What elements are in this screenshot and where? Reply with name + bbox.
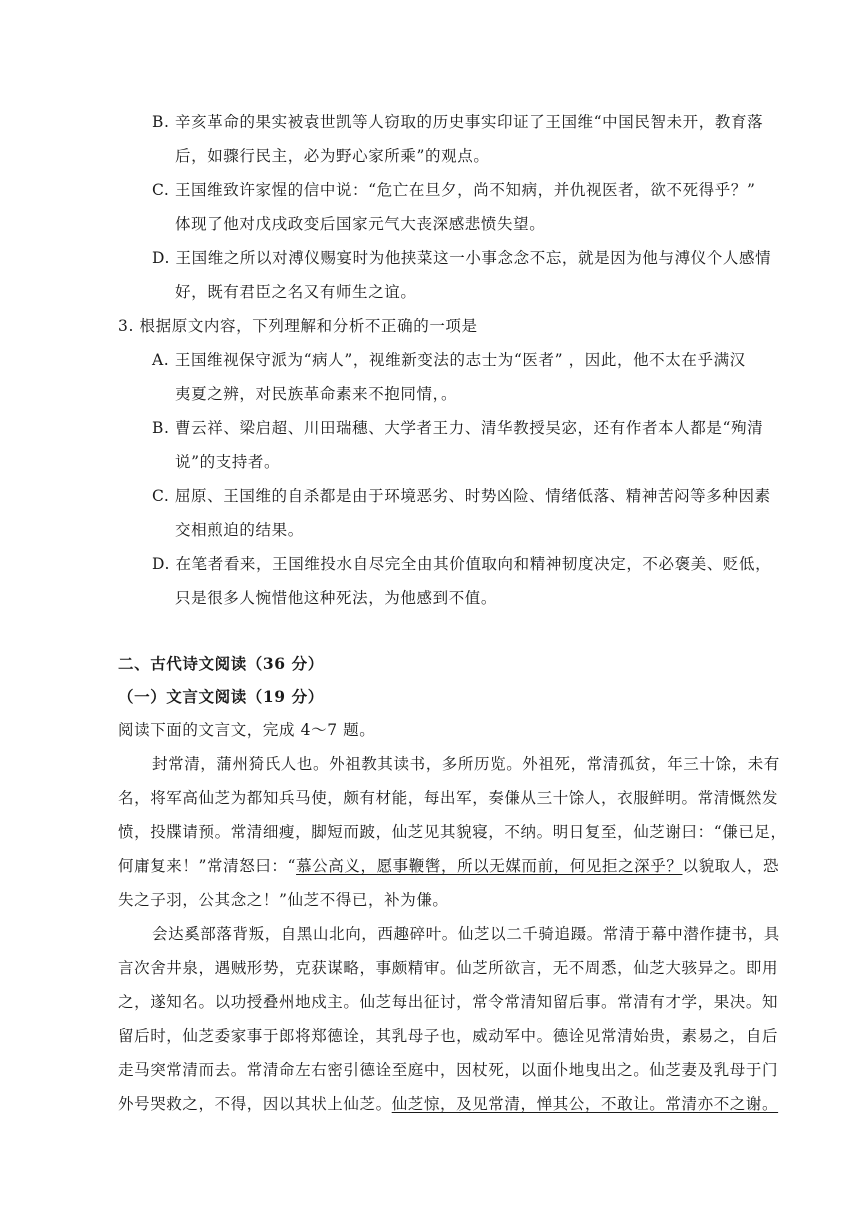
q2-option-c-line2: 体现了他对戊戌政变后国家元气大丧深感悲愤失望。 <box>175 215 546 233</box>
q2-option-b-line1: B. 辛亥革命的果实被袁世凯等人窃取的历史事实印证了王国维“中国民智未开，教育落 <box>152 113 764 131</box>
q3-option-a-line2: 夷夏之辨，对民族革命素来不抱同情，。 <box>175 385 458 403</box>
q2-option-d-line2: 好，既有君臣之名又有师生之谊。 <box>175 283 417 301</box>
passage-p1-line5: 失之子羽，公其念之！”仙芝不得已，补为傔。 <box>118 891 449 909</box>
passage-p1-line4-tail: 以貌取人，恐 <box>682 857 780 875</box>
passage-p2-line6-head: 外号哭救之，不得，因以其状上仙芝。 <box>118 1095 392 1113</box>
passage-p1-line2: 名，将军高仙芝为都知兵马使，颇有材能，每出军，奏傔从三十馀人，衣服鲜明。常清慨然发 <box>118 789 779 807</box>
passage-p2-line4: 留后时，仙芝委家事于郎将郑德诠，其乳母子也，威动军中。德诠见常清始贵，素易之，自后 <box>118 1027 779 1045</box>
q3-stem: 3. 根据原文内容，下列理解和分析不正确的一项是 <box>118 317 478 335</box>
passage-p1-line3: 愤，投牒请预。常清细瘦，脚短而跛，仙芝见其貌寝，不纳。明日复至，仙芝谢曰：“傔已足， <box>118 823 787 841</box>
underlined-sentence-1: 慕公高义，愿事鞭辔，所以无媒而前，何见拒之深乎？ <box>296 857 683 875</box>
subsection-title: （一）文言文阅读（19 分） <box>118 687 324 706</box>
q3-option-d-line2: 只是很多人惋惜他这种死法，为他感到不值。 <box>175 589 498 607</box>
passage-p2-line2: 言次舍井泉，遇贼形势，克获谋略，事颇精审。仙芝所欲言，无不周悉，仙芝大骇异之。即用 <box>118 959 779 977</box>
underlined-sentence-2: 仙芝惊，及见常清，惮其公，不敢让。常清亦不之谢。 <box>391 1095 779 1113</box>
passage-p2-line5: 走马突常清而去。常清命左右密引德诠至庭中，因杖死，以面仆地曳出之。仙芝妻及乳母于门 <box>118 1061 779 1079</box>
q3-option-b-line1: B. 曹云祥、梁启超、川田瑞穗、大学者王力、清华教授吴宓，还有作者本人都是“殉清 <box>152 419 764 437</box>
q3-option-c-line2: 交相煎迫的结果。 <box>175 521 304 539</box>
passage-p2-line6 <box>118 1094 778 1114</box>
q3-option-b-line2: 说”的支持者。 <box>175 453 281 471</box>
passage-p1-line1: 封常清，蒲州猗氏人也。外祖教其读书，多所历览。外祖死，常清孤贫，年三十馀，未有 <box>152 755 780 773</box>
q3-option-c-line1: C. 屈原、王国维的自杀都是由于环境恶劣、时势凶险、情绪低落、精神苦闷等多种因素 <box>152 487 771 505</box>
q3-option-d-line1: D. 在笔者看来，王国维投水自尽完全由其价值取向和精神韧度决定，不必褒美、贬低， <box>152 555 772 573</box>
passage-p2-line1: 会达奚部落背叛，自黑山北向，西趣碎叶。仙芝以二千骑追蹑。常清于幕中潜作捷书，具 <box>152 925 780 943</box>
reading-instruction: 阅读下面的文言文，完成 4～7 题。 <box>118 721 376 739</box>
q2-option-b-line2: 后，如骤行民主，必为野心家所乘”的观点。 <box>175 147 490 165</box>
q2-option-c-line1: C. 王国维致许家惺的信中说：“危亡在旦夕，尚不知病，并仇视医者，欲不死得乎？” <box>152 181 756 199</box>
q3-option-a-line1: A. 王国维视保守派为“病人”，视维新变法的志士为“医者” ，因此，他不太在乎满汉 <box>152 351 746 369</box>
passage-p2-line3: 之，遂知名。以功授叠州地戍主。仙芝每出征讨，常令常清知留后事。常清有才学，果决。知 <box>118 993 779 1011</box>
section-title: 二、古代诗文阅读（36 分） <box>118 654 324 673</box>
q2-option-d-line1: D. 王国维之所以对溥仪赐宴时为他挟菜这一小事念念不忘，就是因为他与溥仪个人感情 <box>152 249 772 267</box>
passage-p1-line4-head: 何庸复来！”常清怒曰：“ <box>118 857 297 875</box>
passage-p1-line4 <box>118 856 779 876</box>
